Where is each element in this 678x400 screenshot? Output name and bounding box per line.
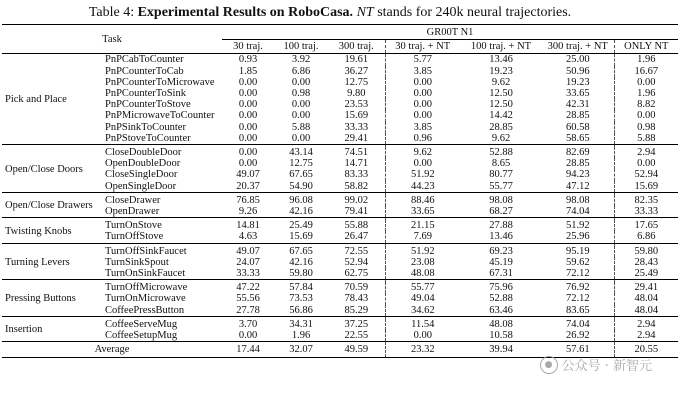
task-name: TurnSinkSpout [105, 256, 169, 268]
table-row [2, 195, 678, 206]
value-cell: 52.94 [344, 256, 369, 268]
value-cell: 59.62 [565, 256, 590, 268]
value-cell: 79.41 [344, 206, 369, 218]
value-cell: 67.65 [289, 245, 313, 257]
value-cell: 33.33 [344, 121, 369, 133]
value-cell: 27.88 [489, 220, 513, 232]
value-cell: 52.94 [614, 169, 678, 180]
value-cell: 9.62 [385, 147, 460, 158]
value-cell: 36.27 [344, 65, 369, 77]
task-name: CoffeeSetupMug [105, 330, 178, 342]
value-cell: 12.50 [489, 88, 513, 100]
task-name: PnPSinkToCounter [105, 121, 186, 133]
value-cell: 28.85 [565, 158, 590, 170]
task-name: PnPCounterToStove [105, 99, 191, 111]
value-cell: 2.94 [614, 330, 678, 342]
value-cell: 28.85 [489, 121, 513, 133]
value-cell: 0.00 [238, 88, 258, 100]
value-cell: 69.23 [489, 245, 513, 257]
group-label: Insertion [5, 324, 43, 336]
caption-prefix: Table 4: [88, 5, 138, 20]
column-header: 100 traj. [283, 41, 319, 53]
value-cell: 25.00 [565, 54, 590, 66]
value-cell: 21.15 [385, 220, 460, 231]
value-cell: 94.23 [565, 169, 590, 181]
group-label: Turning Levers [5, 256, 70, 268]
value-cell: 17.65 [614, 220, 678, 231]
value-cell: 15.69 [289, 231, 313, 243]
table-caption [0, 4, 660, 22]
value-cell: 54.90 [289, 180, 313, 192]
table-row [2, 330, 678, 342]
value-cell: 9.80 [347, 88, 366, 100]
caption-italic: NT [353, 5, 374, 20]
value-cell: 83.65 [565, 304, 590, 316]
value-cell: 80.77 [489, 169, 513, 181]
value-cell: 33.65 [385, 206, 460, 218]
value-cell: 42.16 [289, 256, 313, 268]
value-cell: 0.00 [238, 330, 258, 342]
value-cell: 55.56 [236, 293, 260, 305]
value-cell: 42.31 [565, 99, 590, 111]
task-name: CoffeeServeMug [105, 318, 178, 330]
value-cell: 58.82 [344, 180, 369, 192]
value-cell: 5.88 [291, 121, 311, 133]
table-row [2, 305, 678, 317]
value-cell: 0.00 [385, 158, 460, 169]
value-cell: 55.77 [489, 180, 513, 192]
watermark-text: 公众号 · 新智元 [561, 359, 652, 374]
value-cell: 9.62 [491, 76, 511, 88]
value-cell: 23.53 [344, 99, 369, 111]
value-cell: 24.07 [236, 256, 260, 268]
value-cell: 62.75 [344, 268, 369, 280]
value-cell: 48.08 [489, 318, 513, 330]
table-row [2, 66, 678, 77]
value-cell: 2.94 [614, 147, 678, 158]
value-cell: 3.85 [385, 66, 460, 77]
value-cell: 45.19 [489, 256, 513, 268]
value-cell: 25.49 [289, 220, 313, 232]
value-cell: 4.63 [238, 231, 258, 243]
value-cell: 34.31 [289, 318, 313, 330]
task-header: Task [2, 25, 222, 54]
value-cell: 3.92 [291, 54, 311, 66]
value-cell: 76.85 [236, 194, 260, 206]
value-cell: 96.08 [289, 194, 313, 206]
value-cell: 0.00 [614, 158, 678, 169]
value-cell: 78.43 [344, 293, 369, 305]
table-row [2, 88, 678, 99]
value-cell: 0.00 [291, 76, 311, 88]
task-name: PnPStoveToCounter [105, 132, 191, 144]
table-row [2, 110, 678, 121]
header-row-1 [2, 25, 678, 40]
value-cell: 72.55 [344, 245, 369, 257]
value-cell: 5.88 [614, 133, 678, 145]
value-cell: 49.07 [236, 169, 260, 181]
value-cell: 33.33 [236, 268, 260, 280]
table-row [2, 181, 678, 193]
value-cell: 23.08 [385, 257, 460, 268]
value-cell: 34.62 [385, 305, 460, 317]
value-cell: 42.16 [289, 206, 313, 218]
value-cell: 0.00 [291, 132, 311, 144]
value-cell: 59.80 [289, 268, 313, 280]
value-cell: 33.65 [565, 88, 590, 100]
value-cell: 26.47 [344, 231, 369, 243]
value-cell: 44.23 [385, 181, 460, 193]
column-header: ONLY NT [614, 40, 678, 54]
table-row [2, 133, 678, 145]
table-row [2, 257, 678, 268]
value-cell: 19.61 [344, 54, 369, 66]
value-cell: 29.41 [344, 132, 369, 144]
value-cell: 56.86 [289, 304, 313, 316]
column-header: 100 traj. + NT [470, 41, 532, 53]
value-cell: 33.33 [614, 206, 678, 218]
value-cell: 48.08 [385, 268, 460, 280]
table-row [2, 99, 678, 110]
value-cell: 75.96 [489, 282, 513, 294]
value-cell: 29.41 [614, 282, 678, 293]
group-label: Open/Close Drawers [5, 200, 93, 212]
value-cell: 27.78 [236, 304, 260, 316]
column-header: 300 traj. + NT [547, 41, 608, 53]
value-cell: 51.92 [565, 220, 590, 232]
value-cell: 1.96 [614, 88, 678, 99]
value-cell: 60.58 [565, 121, 590, 133]
value-cell: 9.62 [491, 132, 511, 144]
value-cell: 0.98 [614, 122, 678, 133]
task-name: OpenSingleDoor [105, 180, 177, 192]
task-name: PnPCabToCounter [105, 54, 184, 66]
value-cell: 88.46 [385, 195, 460, 206]
value-cell: 20.37 [236, 180, 260, 192]
model-header: GR00T N1 [222, 25, 678, 40]
value-cell: 15.69 [614, 181, 678, 193]
value-cell: 48.04 [614, 293, 678, 304]
task-name: CoffeePressButton [105, 304, 185, 316]
task-name: TurnOffStove [105, 231, 164, 243]
task-name: TurnOnStove [105, 220, 162, 232]
value-cell: 58.65 [565, 132, 590, 144]
value-cell: 0.00 [614, 110, 678, 121]
wechat-icon: ● [540, 356, 558, 374]
column-header: 30 traj. + NT [385, 40, 460, 54]
table-row [2, 158, 678, 169]
value-cell: 0.00 [238, 147, 258, 159]
value-cell: 74.04 [565, 206, 590, 218]
average-value: 23.32 [385, 342, 460, 358]
value-cell: 74.04 [565, 318, 590, 330]
average-value: 57.61 [542, 342, 614, 358]
value-cell: 1.85 [238, 65, 258, 77]
table-row [2, 206, 678, 218]
value-cell: 12.75 [289, 158, 313, 170]
value-cell: 14.71 [344, 158, 369, 170]
value-cell: 51.92 [385, 169, 460, 180]
average-label: Average [2, 342, 222, 358]
average-value: 49.59 [328, 342, 385, 358]
value-cell: 13.46 [489, 54, 513, 66]
group-label: Pick and Place [5, 93, 67, 105]
task-name: TurnOnSinkFaucet [105, 268, 186, 280]
table-row [2, 77, 678, 88]
value-cell: 48.04 [614, 305, 678, 317]
value-cell: 82.35 [614, 195, 678, 206]
value-cell: 70.59 [344, 282, 369, 294]
value-cell: 0.00 [385, 110, 460, 121]
task-name: PnPMicrowaveToCounter [105, 110, 215, 122]
caption-bold: Experimental Results on RoboCasa. [137, 5, 354, 20]
value-cell: 59.80 [614, 246, 678, 257]
average-value: 32.07 [274, 342, 328, 358]
value-cell: 98.08 [565, 194, 590, 206]
value-cell: 22.55 [344, 330, 369, 342]
value-cell: 95.19 [565, 245, 590, 257]
value-cell: 82.69 [565, 147, 590, 159]
task-name: PnPCounterToCab [105, 65, 184, 77]
value-cell: 7.69 [385, 231, 460, 243]
value-cell: 0.00 [291, 110, 311, 122]
results-table [2, 24, 678, 358]
value-cell: 63.46 [489, 304, 513, 316]
value-cell: 57.84 [289, 282, 313, 294]
value-cell: 74.51 [344, 147, 369, 159]
value-cell: 49.07 [236, 245, 260, 257]
group-label: Open/Close Doors [5, 163, 83, 175]
value-cell: 2.94 [614, 319, 678, 330]
column-header: 30 traj. [233, 41, 263, 53]
average-value: 20.55 [614, 342, 678, 358]
task-name: CloseDrawer [105, 194, 161, 206]
value-cell: 19.23 [565, 76, 590, 88]
value-cell: 6.86 [614, 231, 678, 243]
value-cell: 0.00 [385, 330, 460, 342]
value-cell: 28.85 [565, 110, 590, 122]
value-cell: 0.00 [238, 121, 258, 133]
average-value: 39.94 [460, 342, 542, 358]
value-cell: 67.31 [489, 268, 513, 280]
value-cell: 37.25 [344, 318, 369, 330]
table-row [2, 293, 678, 304]
task-name: TurnOnMicrowave [105, 293, 186, 305]
value-cell: 55.88 [344, 220, 369, 232]
column-header: 300 traj. [338, 41, 374, 53]
table-row [2, 169, 678, 180]
value-cell: 43.14 [289, 147, 313, 159]
value-cell: 3.85 [385, 122, 460, 133]
task-name: PnPCounterToSink [105, 88, 186, 100]
value-cell: 0.00 [238, 132, 258, 144]
value-cell: 0.00 [385, 99, 460, 110]
value-cell: 50.96 [565, 65, 590, 77]
value-cell: 47.22 [236, 282, 260, 294]
value-cell: 98.08 [489, 194, 513, 206]
value-cell: 0.00 [385, 88, 460, 99]
table-row [2, 268, 678, 280]
value-cell: 14.81 [236, 220, 260, 232]
table-row [2, 54, 678, 66]
value-cell: 1.96 [291, 330, 311, 342]
value-cell: 28.43 [614, 257, 678, 268]
table-row [2, 246, 678, 257]
task-name: PnPCounterToMicrowave [105, 76, 215, 88]
value-cell: 25.96 [565, 231, 590, 243]
value-cell: 0.00 [291, 99, 311, 111]
value-cell: 12.75 [344, 76, 369, 88]
value-cell: 0.96 [385, 133, 460, 145]
table-row [2, 231, 678, 243]
value-cell: 0.00 [238, 110, 258, 122]
task-name: OpenDrawer [105, 206, 160, 218]
value-cell: 11.54 [385, 319, 460, 330]
value-cell: 0.98 [291, 88, 311, 100]
value-cell: 13.46 [489, 231, 513, 243]
value-cell: 51.92 [385, 246, 460, 257]
group-label: Pressing Buttons [5, 293, 76, 305]
value-cell: 85.29 [344, 304, 369, 316]
value-cell: 12.50 [489, 99, 513, 111]
value-cell: 15.69 [344, 110, 369, 122]
value-cell: 0.00 [614, 77, 678, 88]
value-cell: 0.00 [385, 77, 460, 88]
table-row [2, 147, 678, 158]
table-row [2, 319, 678, 330]
group-label: Twisting Knobs [5, 225, 72, 237]
value-cell: 99.02 [344, 194, 369, 206]
task-name: OpenDoubleDoor [105, 158, 181, 170]
value-cell: 55.77 [385, 282, 460, 293]
value-cell: 9.26 [238, 206, 258, 218]
value-cell: 5.77 [385, 54, 460, 66]
value-cell: 26.92 [565, 330, 590, 342]
value-cell: 68.27 [489, 206, 513, 218]
value-cell: 0.00 [238, 158, 258, 170]
table-row [2, 220, 678, 231]
value-cell: 67.65 [289, 169, 313, 181]
table-row [2, 122, 678, 133]
value-cell: 8.65 [491, 158, 511, 170]
value-cell: 49.04 [385, 293, 460, 304]
caption-rest: stands for 240k neural trajectories. [373, 5, 572, 20]
task-name: CloseSingleDoor [105, 169, 178, 181]
value-cell: 0.93 [238, 54, 258, 66]
value-cell: 3.70 [238, 318, 258, 330]
value-cell: 0.00 [238, 99, 258, 111]
value-cell: 1.96 [614, 54, 678, 66]
value-cell: 83.33 [344, 169, 369, 181]
value-cell: 76.92 [565, 282, 590, 294]
task-name: TurnOffMicrowave [105, 282, 188, 294]
value-cell: 52.88 [489, 147, 513, 159]
value-cell: 16.67 [614, 66, 678, 77]
value-cell: 25.49 [614, 268, 678, 280]
value-cell: 47.12 [565, 180, 590, 192]
value-cell: 0.00 [238, 76, 258, 88]
value-cell: 8.82 [614, 99, 678, 110]
value-cell: 19.23 [489, 65, 513, 77]
task-name: TurnOffSinkFaucet [105, 245, 187, 257]
value-cell: 72.12 [565, 268, 590, 280]
value-cell: 14.42 [489, 110, 513, 122]
value-cell: 52.88 [489, 293, 513, 305]
value-cell: 10.58 [489, 330, 513, 342]
value-cell: 6.86 [291, 65, 311, 77]
watermark [540, 355, 652, 374]
task-name: CloseDoubleDoor [105, 147, 182, 159]
value-cell: 72.12 [565, 293, 590, 305]
value-cell: 73.53 [289, 293, 313, 305]
table-row [2, 282, 678, 293]
average-value: 17.44 [222, 342, 274, 358]
